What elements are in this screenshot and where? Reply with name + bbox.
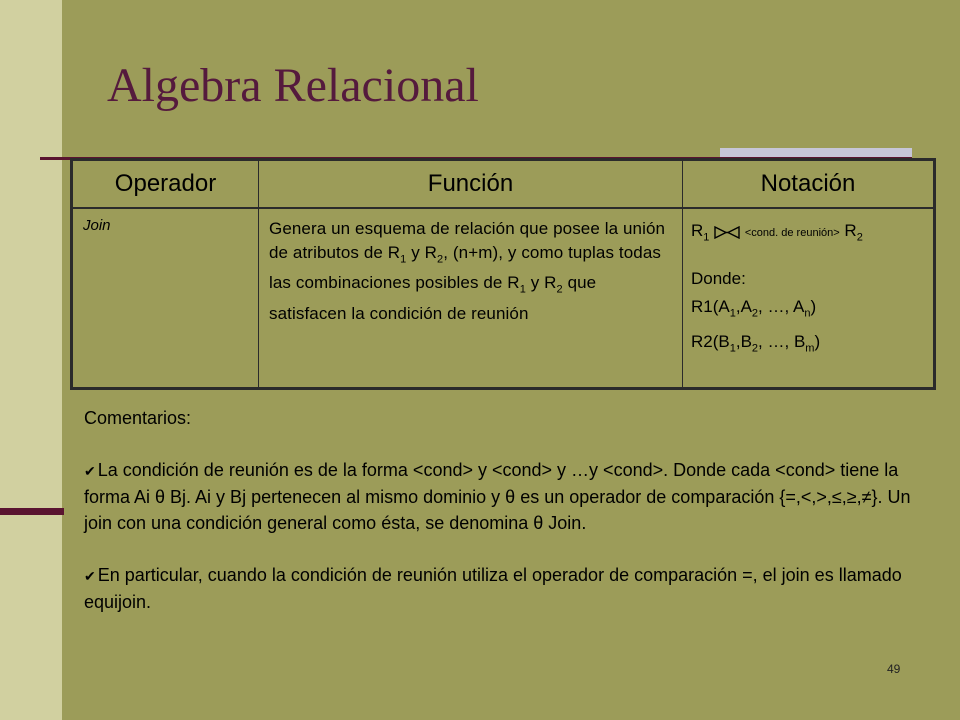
operator-table	[70, 158, 936, 390]
comments-section	[84, 405, 929, 615]
operator-name: Join	[83, 217, 111, 234]
function-description: Genera un esquema de relación que posee la unión de atributos de $R_1$ y $R_2$, (n+m), y como tuplas todas las combinaciones posibles de $R_1$ y $R_2$ que satisfacen la condición de reunión	[269, 219, 666, 323]
page-number: 49	[887, 662, 901, 676]
left-band-accent-bar	[0, 508, 64, 515]
join-condition: <cond. de reunión>	[744, 227, 840, 239]
comment-item-equijoin: ✔ En particular, cuando la condición de reunión utiliza el operador de comparación =, el join es llamado equijoin.	[84, 565, 902, 612]
notation-cell	[683, 209, 933, 388]
table-header-row	[73, 161, 933, 209]
left-decorative-band	[0, 0, 62, 720]
comment-item-theta-join: ✔ La condición de reunión es de la forma <cond> y <cond> y …y <cond>. Donde cada <cond> tiene la forma Ai θ Bj. Ai y Bj pertenecen al mismo dominio y θ es un operador de comparación {=,<,>,≤,≥,≠}. Un join con una condición general como ésta, se denomina θ Join.	[84, 460, 911, 533]
operator-cell	[73, 209, 259, 388]
header-funcion: Función	[259, 161, 683, 207]
slide-title: Algebra Relacional	[107, 59, 479, 112]
title-rule-highlight	[720, 148, 912, 157]
check-icon: ✔	[84, 568, 96, 584]
table-row	[73, 209, 933, 388]
r1-schema: $R1(A_1,A_2$, …, $A_n$)	[691, 297, 817, 320]
check-icon: ✔	[84, 463, 96, 479]
header-operador: Operador	[73, 161, 259, 207]
header-notacion: Notación	[760, 170, 856, 197]
bowtie-icon	[714, 226, 740, 239]
comments-heading: Comentarios:	[84, 408, 192, 428]
function-cell	[259, 209, 683, 388]
r2-schema: $R2(B_1,B_2$, …, $B_m$)	[691, 331, 821, 355]
donde-label: Donde:	[691, 269, 746, 289]
join-notation: $R_1$ <cond. de reunión> $R_2$	[691, 221, 863, 244]
